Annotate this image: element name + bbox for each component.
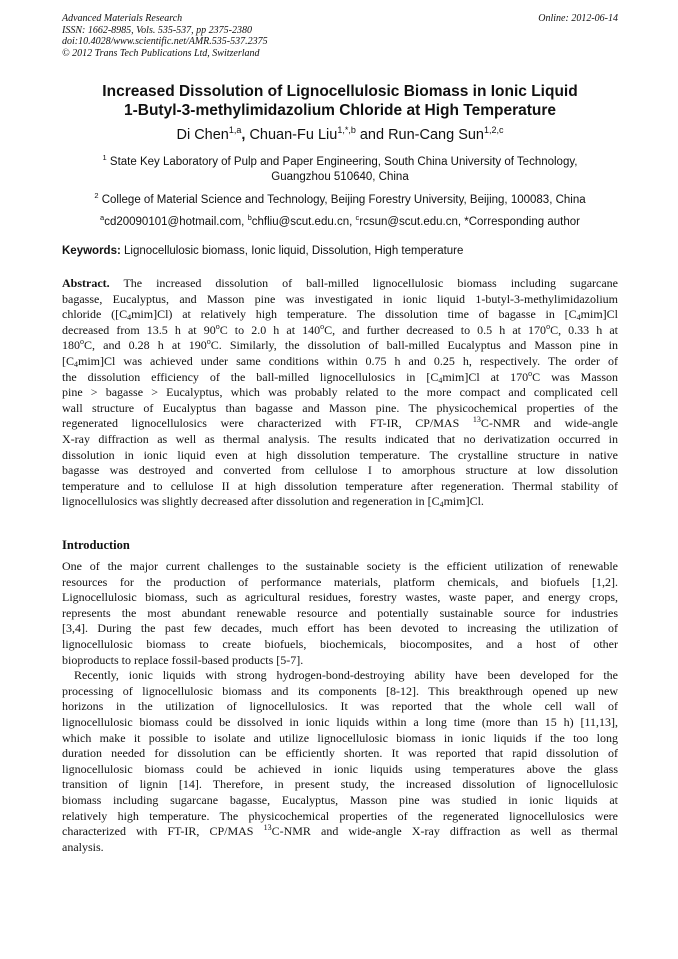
abstract-text: C, 0.33 h at bbox=[550, 322, 618, 337]
abstract-text: [C bbox=[62, 353, 74, 368]
abstract-line: The increased dissolution of ball-milled lignocellulosic biomass including sugarcane bbox=[109, 276, 618, 290]
degree-sup: o bbox=[320, 321, 325, 331]
abstract-text: mim]Cl was achieved under same conditions within 0.75 h and 0.25 h, respectively. The order of bbox=[78, 353, 618, 368]
abstract-text: 180 bbox=[62, 338, 80, 353]
author-1-sup: 1,a bbox=[228, 125, 242, 135]
body-line: lignocellulosic biomass to create biofuels, biochemicals, biocomposites, and a host of other bbox=[62, 636, 618, 651]
author-2-sup: 1,*,b bbox=[337, 125, 356, 135]
email-a-sup: a bbox=[100, 213, 105, 222]
affiliation-1 bbox=[62, 155, 618, 185]
abstract-line: bagasse was destroyed and converted from cellulose I to amorphous structure at low dissolution bbox=[62, 463, 618, 478]
issn-line: ISSN: 1662-8985, Vols. 535-537, pp 2375-2380 bbox=[62, 24, 252, 36]
body-line: lignocellulosic biomass could be achieved in ionic liquids using temperatures above the glass bbox=[62, 761, 618, 776]
body-line: horizons in the utilization of lignocellulosics. It was reported that the whole cell wall of bbox=[62, 699, 618, 714]
degree-sup: o bbox=[80, 337, 84, 347]
author-3-sup: 1,2,c bbox=[484, 125, 504, 135]
subscript: 4 bbox=[438, 375, 443, 385]
body-line: bioproducts to replace fossil-based products [5-7]. bbox=[62, 652, 304, 667]
copyright-line: © 2012 Trans Tech Publications Ltd, Switzerland bbox=[62, 47, 260, 59]
superscript: 13 bbox=[263, 823, 272, 833]
body-line: transition of lignin [14]. Therefore, in present study, the increased dissolution of lignocellulosic bbox=[62, 777, 618, 792]
email-b-sup: b bbox=[247, 213, 252, 222]
abstract-text: the dissolution efficiency of the ball-milled lignocellulosics in [C bbox=[62, 369, 439, 384]
paragraph-2 bbox=[62, 668, 618, 824]
paper-title bbox=[62, 82, 618, 120]
subscript: 4 bbox=[127, 313, 132, 323]
body-line: relatively high temperature. The physicochemical properties of the regenerated lignocellulosics were bbox=[62, 808, 618, 823]
superscript: 13 bbox=[472, 415, 481, 425]
affiliation-1-line-2: Guangzhou 510640, China bbox=[271, 171, 409, 183]
journal-header bbox=[62, 13, 618, 59]
keywords-text: Lignocellulosic biomass, Ionic liquid, Dissolution, High temperature bbox=[120, 245, 464, 257]
body-line: [3,4]. During the past few decades, much effort has been devoted to increasing the utilization of bbox=[62, 621, 618, 636]
email-c-sup: c bbox=[355, 213, 360, 222]
paragraph-1 bbox=[62, 559, 618, 668]
abstract-text: C, and 0.28 h at 190 bbox=[84, 338, 207, 353]
affiliation-1-line-1: State Key Laboratory of Pulp and Paper Engineering, South China University of Technology, bbox=[106, 156, 578, 168]
abstract-label: Abstract. bbox=[62, 276, 110, 290]
affiliation-2 bbox=[62, 193, 618, 208]
body-line: resources for the production of performance materials, platform chemicals, and biofuels [1,2]. bbox=[62, 574, 618, 589]
affiliation-2-text: College of Material Science and Technology, Beijing Forestry University, Beijing, 100083, China bbox=[98, 194, 586, 206]
abstract-text: mim]Cl) at relatively high temperature. The dissolution time of bagasse in [C bbox=[131, 307, 577, 322]
abstract-text: decreased from 13.5 h at 90 bbox=[62, 322, 216, 337]
introduction-body bbox=[62, 559, 618, 855]
abstract-text: lignocellulosics was slightly decreased after dissolution and regeneration in [C bbox=[62, 494, 440, 509]
body-line: analysis. bbox=[62, 839, 104, 854]
author-2: Chuan-Fu Liu bbox=[249, 127, 338, 143]
author-emails bbox=[62, 215, 618, 230]
abstract-text: mim]Cl. bbox=[443, 494, 484, 509]
abstract-line: wall structure of Eucalyptus than bagasse and Masson pine. The physicochemical properties of the bbox=[62, 400, 618, 415]
abstract-text: chloride ([C bbox=[62, 307, 128, 322]
email-a: cd20090101@hotmail.com, bbox=[104, 216, 248, 228]
journal-name: Advanced Materials Research bbox=[62, 13, 183, 24]
section-heading: Introduction bbox=[62, 538, 130, 552]
keywords-label: Keywords: bbox=[62, 245, 121, 257]
body-line: biomass including sugarcane bagasse, Eucalyptus, Masson pine was studied in ionic liquids at bbox=[62, 792, 618, 807]
email-b: chfliu@scut.edu.cn, bbox=[251, 216, 356, 228]
abstract-line: dissolution in ionic liquid even at high dissolution temperature. The crystalline structure in native bbox=[62, 447, 618, 462]
body-line: which make it possible to isolate and utilize lignocellulosic biomass in ionic liquids if the too long bbox=[62, 730, 618, 745]
body-line: processing of lignocellulosic biomass and its components [8-12]. This breakthrough opened up new bbox=[62, 683, 618, 698]
author-1: Di Chen bbox=[176, 127, 229, 143]
email-c: rcsun@scut.edu.cn, *Corresponding author bbox=[359, 216, 580, 228]
author-sep-1: , bbox=[241, 127, 250, 143]
abstract-line: pine > bagasse > Eucalyptus, which was probably related to the more compact and complicated cell bbox=[62, 385, 618, 400]
abstract-text: C. Similarly, the dissolution of ball-milled Eucalyptus and Masson pine in bbox=[210, 338, 618, 353]
title-line-1: Increased Dissolution of Lignocellulosic Biomass in Ionic Liquid bbox=[102, 83, 578, 100]
body-text: characterized with FT-IR, CP/MAS bbox=[62, 824, 264, 839]
degree-sup: o bbox=[528, 368, 533, 378]
abstract-line: bagasse, Eucalyptus, and Masson pine was investigated in ionic liquid 1-butyl-3-methylimidazolium bbox=[62, 291, 618, 306]
body-line: Lignocellulosic biomass, such as agricultural residues, forestry wastes, waste paper, and energy crops, bbox=[62, 590, 618, 605]
keywords bbox=[62, 244, 618, 259]
body-text: C-NMR and wide-angle X-ray diffraction as well as thermal bbox=[271, 824, 619, 839]
author-list bbox=[62, 126, 618, 144]
abstract-text: C to 2.0 h at 140 bbox=[219, 322, 321, 337]
subscript: 4 bbox=[439, 500, 444, 510]
body-line: lignocellulosic biomass could be dissolved in ionic liquids within a long time (more than 15 h) [11,13], bbox=[62, 714, 618, 729]
author-3: Run-Cang Sun bbox=[388, 127, 484, 143]
degree-sup: o bbox=[546, 321, 551, 331]
online-date: Online: 2012-06-14 bbox=[538, 13, 618, 24]
abstract-text: mim]Cl at 170 bbox=[442, 369, 529, 384]
body-line: Recently, ionic liquids with strong hydrogen-bond-destroying ability have been developed for the bbox=[74, 668, 618, 683]
abstract-line: X-ray diffraction as well as thermal analysis. The results indicated that no derivatization occurred in bbox=[62, 431, 618, 446]
abstract-text: mim]Cl bbox=[580, 307, 619, 322]
body-line: One of the major current challenges to the sustainable society is the efficient utilization of renewable bbox=[62, 559, 618, 573]
degree-sup: o bbox=[215, 321, 220, 331]
author-sep-2: and bbox=[355, 127, 389, 143]
subscript: 4 bbox=[576, 313, 581, 323]
body-line: represents the most abundant renewable resource and potentially sustainable source for industries bbox=[62, 605, 618, 620]
body-line: duration needed for dissolution can be efficiently shorten. It was reported that rapid dissolution of bbox=[62, 746, 618, 761]
abstract-line: temperature and to cellulose II at high dissolution temperature after regeneration. Thermal stability of bbox=[62, 478, 618, 493]
doi-line: doi:10.4028/www.scientific.net/AMR.535-537.2375 bbox=[62, 36, 268, 47]
subscript: 4 bbox=[74, 359, 78, 369]
abstract-text: C-NMR and wide-angle bbox=[480, 416, 618, 431]
title-line-2: 1-Butyl-3-methylimidazolium Chloride at High Temperature bbox=[123, 102, 557, 119]
abstract bbox=[62, 276, 618, 510]
abstract-text: regenerated lignocellulosics were characterized with FT-IR, CP/MAS bbox=[62, 416, 473, 431]
affiliation-1-sup: 1 bbox=[102, 153, 107, 162]
affiliation-2-sup: 2 bbox=[94, 191, 99, 200]
abstract-text: C was Masson bbox=[532, 369, 618, 384]
abstract-text: C, and further decreased to 0.5 h at 170 bbox=[324, 322, 547, 337]
degree-sup: o bbox=[206, 337, 211, 347]
